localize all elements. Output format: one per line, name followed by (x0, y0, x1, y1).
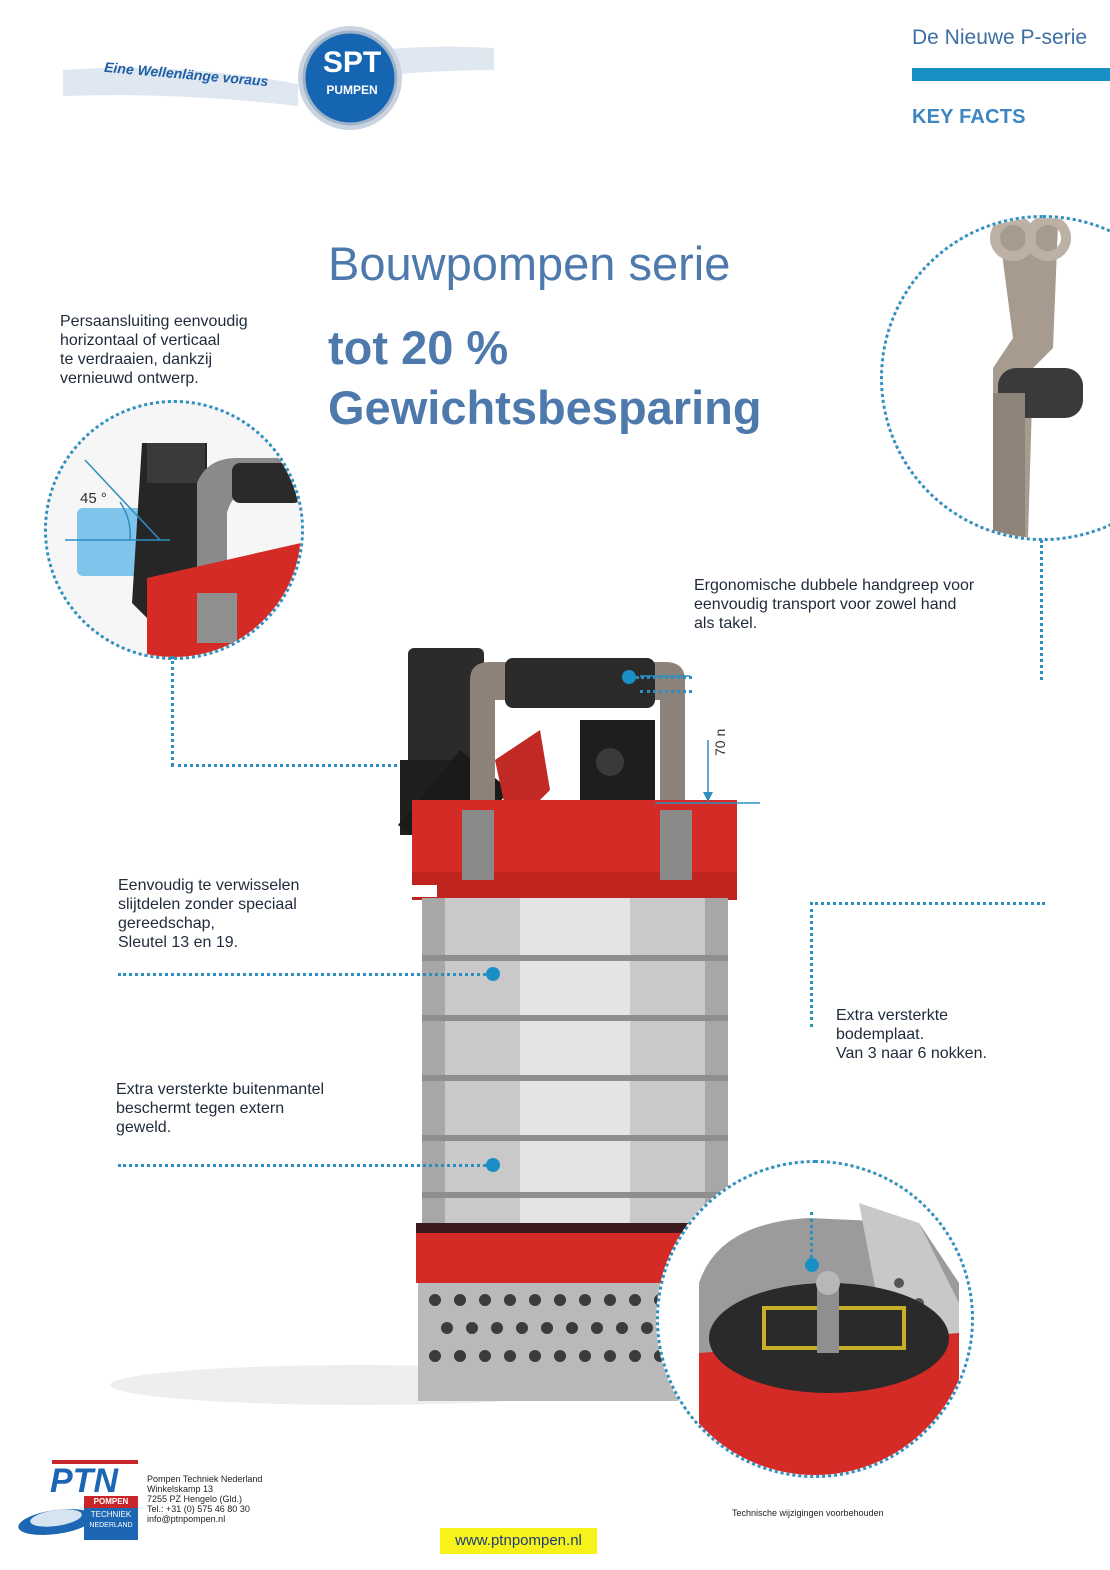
note-line: Eenvoudig te verwisselen (118, 877, 300, 894)
email-link[interactable]: info@ptnpompen.nl (147, 1514, 226, 1524)
leader-wear-parts (118, 973, 486, 976)
note-line: vernieuwd ontwerp. (60, 370, 199, 387)
series-title: De Nieuwe P-serie (912, 26, 1088, 49)
company-name: Pompen Techniek Nederland (147, 1474, 263, 1484)
detail-circle-base-plate (656, 1160, 974, 1478)
detail-circle-handle (880, 215, 1110, 541)
note-line: eenvoudig transport voor zowel hand (694, 596, 957, 613)
disclaimer: Technische wijzigingen voorbehouden (732, 1508, 884, 1518)
logo-text: SPT (322, 46, 382, 79)
address-city: 7255 PZ Hengelo (Gld.) (147, 1494, 243, 1504)
note-line: Sleutel 13 en 19. (118, 934, 239, 951)
angle-label: 45 ° (80, 490, 107, 507)
logo-subtext: PUMPEN (326, 83, 378, 97)
leader-base-plate-v2 (810, 1212, 813, 1258)
note-line: beschermt tegen extern (116, 1100, 285, 1117)
phone-number: Tel.: +31 (0) 575 46 80 30 (147, 1504, 250, 1514)
note-line: te verdraaien, dankzij (60, 351, 213, 368)
leader-handle-v (1040, 540, 1043, 680)
callout-dot (486, 1158, 500, 1172)
angle-lines (60, 450, 180, 550)
section-label: KEY FACTS (912, 106, 1026, 128)
website-link[interactable]: www.ptnpompen.nl (440, 1528, 597, 1554)
tagline: Eine Wellenlänge voraus (103, 58, 270, 90)
leader-base-plate-h (810, 902, 1045, 905)
ptn-logo-sub3: NEDERLAND (89, 1522, 133, 1529)
highlight-line-1: tot 20 % (328, 321, 509, 374)
note-wear-parts (118, 876, 299, 952)
note-line: Van 3 naar 6 nokken. (836, 1045, 987, 1062)
spt-logo (58, 22, 498, 132)
note-line: bodemplaat. (836, 1026, 925, 1043)
callout-dot (622, 670, 636, 684)
ptn-logo-sub2: TECHNIEK (90, 1510, 132, 1519)
note-line: Ergonomische dubbele handgreep voor (694, 577, 975, 594)
ptn-logo-text: PTN (50, 1462, 118, 1500)
note-line: slijtdelen zonder speciaal (118, 896, 297, 913)
header-accent-bar (912, 68, 1110, 81)
leader-handle-h2 (640, 690, 692, 693)
note-line: geweld. (116, 1119, 172, 1136)
note-discharge (60, 312, 248, 388)
callout-dot (486, 967, 500, 981)
callout-dot (805, 1258, 819, 1272)
note-line: gereedschap, (118, 915, 215, 932)
note-line: Extra versterkte (836, 1007, 949, 1024)
note-line: als takel. (694, 615, 758, 632)
dimension-label: 70 n (712, 728, 728, 756)
highlight-line-2: Gewichtsbesparing (328, 381, 762, 434)
page-title: Bouwpompen serie (328, 237, 731, 290)
leader-handle-h1 (636, 676, 692, 679)
note-line: Persaansluiting eenvoudig (60, 313, 248, 330)
ptn-logo-sub1: POMPEN (93, 1497, 129, 1506)
company-address (147, 1474, 262, 1524)
note-outer-shell (116, 1080, 324, 1137)
note-handle (694, 576, 974, 633)
leader-outer-shell (118, 1164, 486, 1167)
note-line: Extra versterkte buitenmantel (116, 1081, 325, 1098)
note-base-plate (836, 1006, 987, 1063)
address-street: Winkelskamp 13 (147, 1484, 214, 1494)
note-line: horizontaal of verticaal (60, 332, 221, 349)
leader-base-plate-v (810, 902, 813, 1027)
